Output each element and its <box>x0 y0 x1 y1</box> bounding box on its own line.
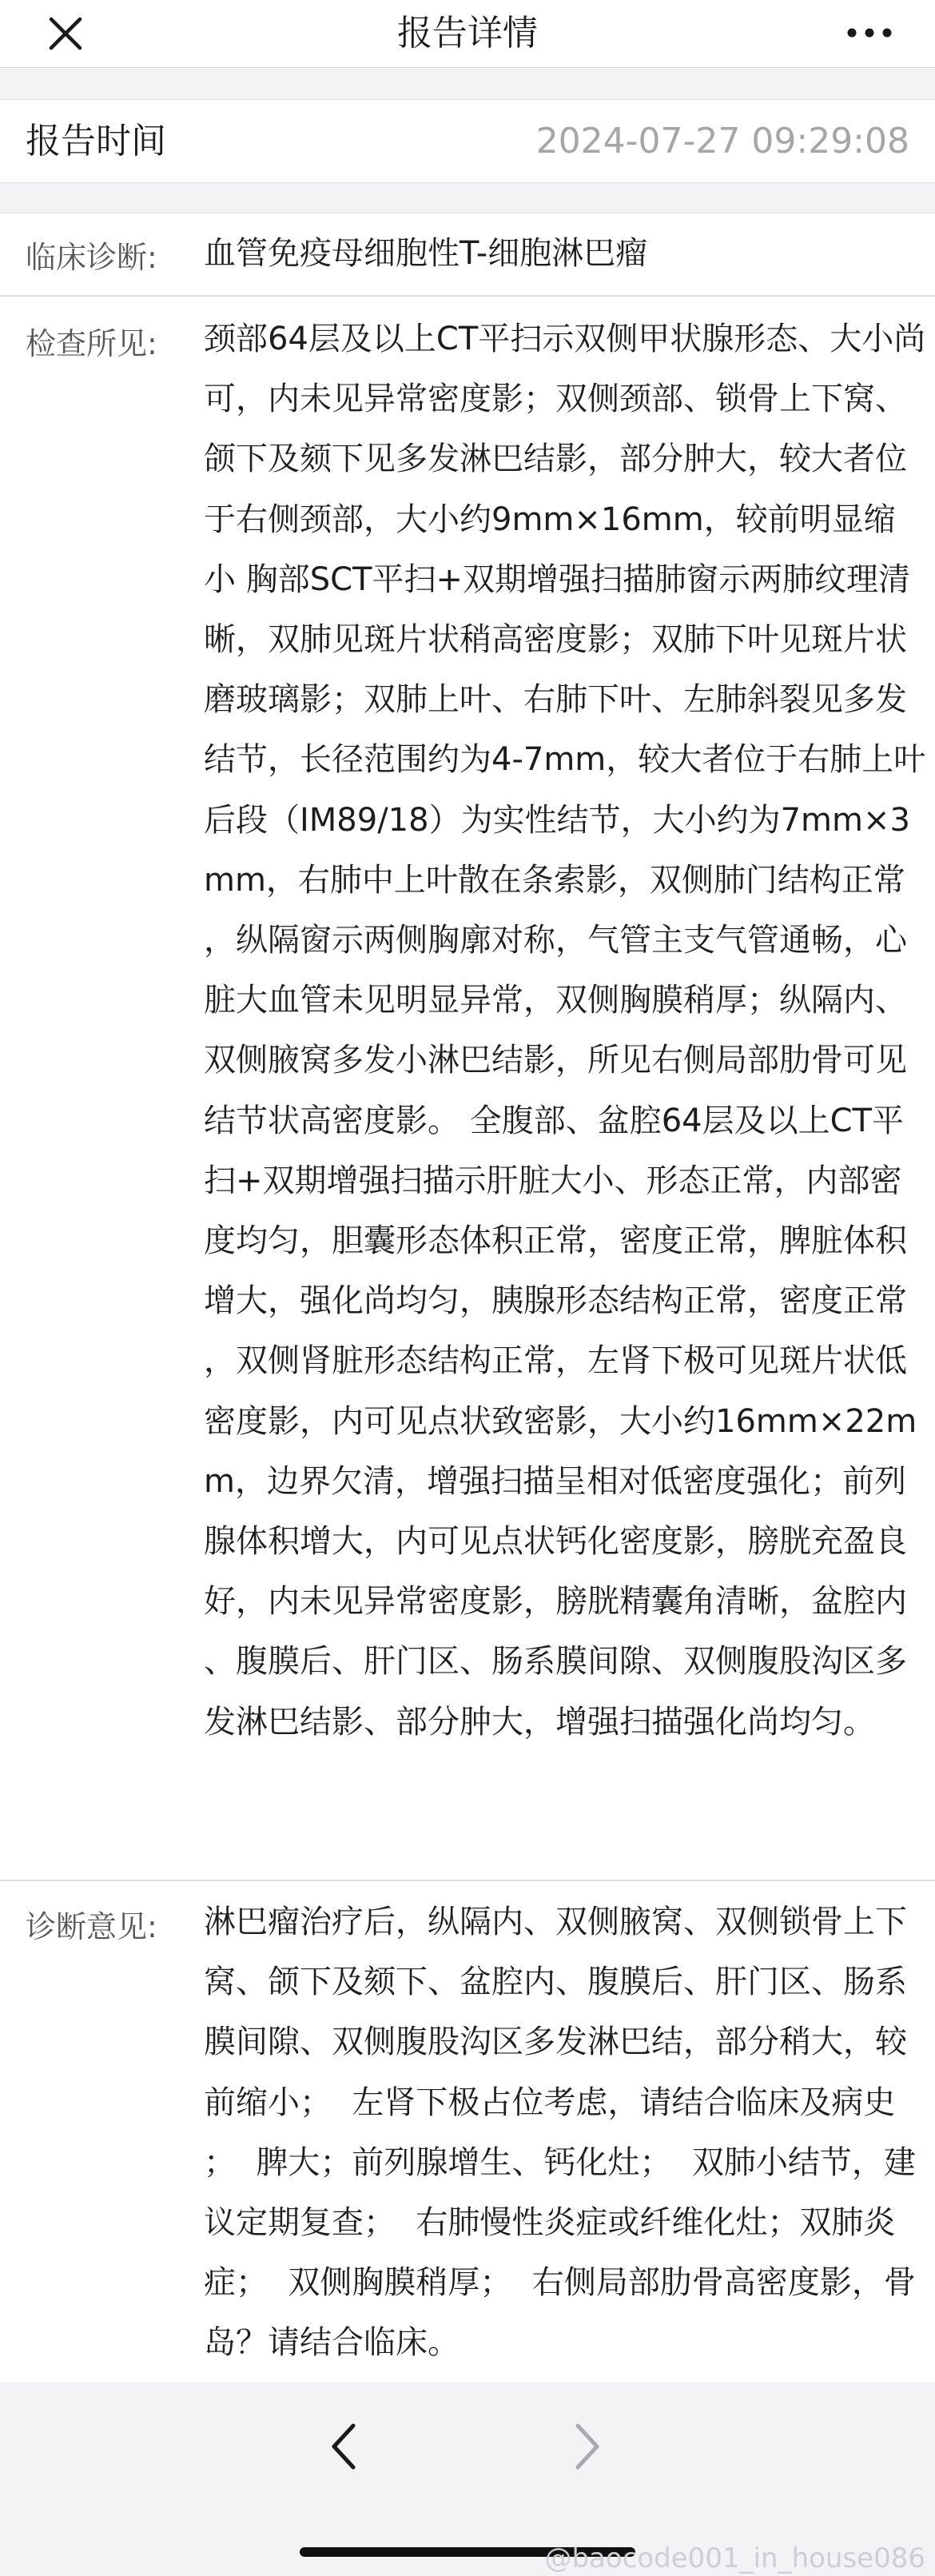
impression-label: 诊断意见: <box>26 1909 157 1944</box>
findings-value: 颈部64层及以上CT平扫示双侧甲状腺形态、大小尚可，内未见异常密度影；双侧颈部、锁骨上下窝、颌下及颏下见多发淋巴结影，部分肿大，较大者位于右侧颈部，大小约9mm×16mm，较前明显缩小 胸部SCT平扫+双期增强扫描肺窗示两肺纹理清晰，双肺见斑片状稍高密度影；双肺下叶见斑片状磨玻璃影；双肺上叶、右肺下叶、左肺斜裂见多发结节，长径范围约为4-7mm，较大者位于右肺上叶后段（IM89/18）为实性结节，大小约为7mm×3mm，右肺中上叶散在条索影，双侧肺门结构正常，纵隔窗示两侧胸廓对称，气管主支气管通畅，心脏大血管未见明显异常，双侧胸膜稍厚；纵隔内、双侧腋窝多发小淋巴结影，所见右侧局部肋骨可见结节状高密度影。 全腹部、盆腔64层及以上CT平扫+双期增强扫描示肝脏大小、形态正常，内部密度均匀，胆囊形态体积正常，密度正常，脾脏体积增大，强化尚均匀，胰腺形态结构正常，密度正常，双侧肾脏形态结构正常，左肾下极可见斑片状低密度影，内可见点状致密影，大小约16mm×22mm，边界欠清，增强扫描呈相对低密度强化；前列腺体积增大，内可见点状钙化密度影，膀胱充盈良好，内未见异常密度影，膀胱精囊角清晰，盆腔内、腹膜后、肝门区、肠系膜间隙、双侧腹股沟区多发淋巴结影、部分肿大，增强扫描强化尚均匀。 <box>204 321 926 1741</box>
page-title: 报告详情 <box>397 13 538 54</box>
impression-value: 淋巴瘤治疗后，纵隔内、双侧腋窝、双侧锁骨上下窝、颌下及颏下、盆腔内、腹膜后、肝门区、肠系膜间隙、双侧腹股沟区多发淋巴结，部分稍大，较前缩小； 左肾下极占位考虑，请结合临床及病史； 脾大；前列腺增生、钙化灶； 双肺小结节，建议定期复查； 右肺慢性炎症或纤维化灶；双肺炎症； 双侧胸膜稍厚； 右侧局部肋骨高密度影，骨岛？请结合临床。 <box>204 1904 916 2362</box>
chevron-left-icon[interactable] <box>320 2415 368 2478</box>
watermark-text: @baocode001_in_house086 <box>544 2542 925 2574</box>
top-navigation-bar <box>0 0 935 68</box>
clinical-diagnosis-value: 血管免疫母细胞性T-细胞淋巴瘤 <box>204 235 648 272</box>
bottom-navigation-bar <box>0 2383 935 2576</box>
findings-label: 检查所见: <box>26 326 157 361</box>
more-dots-icon[interactable] <box>845 21 893 45</box>
clinical-diagnosis-label: 临床诊断: <box>26 240 157 275</box>
chevron-right-icon[interactable] <box>563 2415 611 2478</box>
report-time-value: 2024-07-27 09:29:08 <box>535 121 909 161</box>
section-divider <box>0 295 935 297</box>
section-divider <box>0 1880 935 1881</box>
report-time-row <box>0 99 935 183</box>
report-time-label: 报告时间 <box>26 121 166 161</box>
report-content <box>0 213 935 2384</box>
